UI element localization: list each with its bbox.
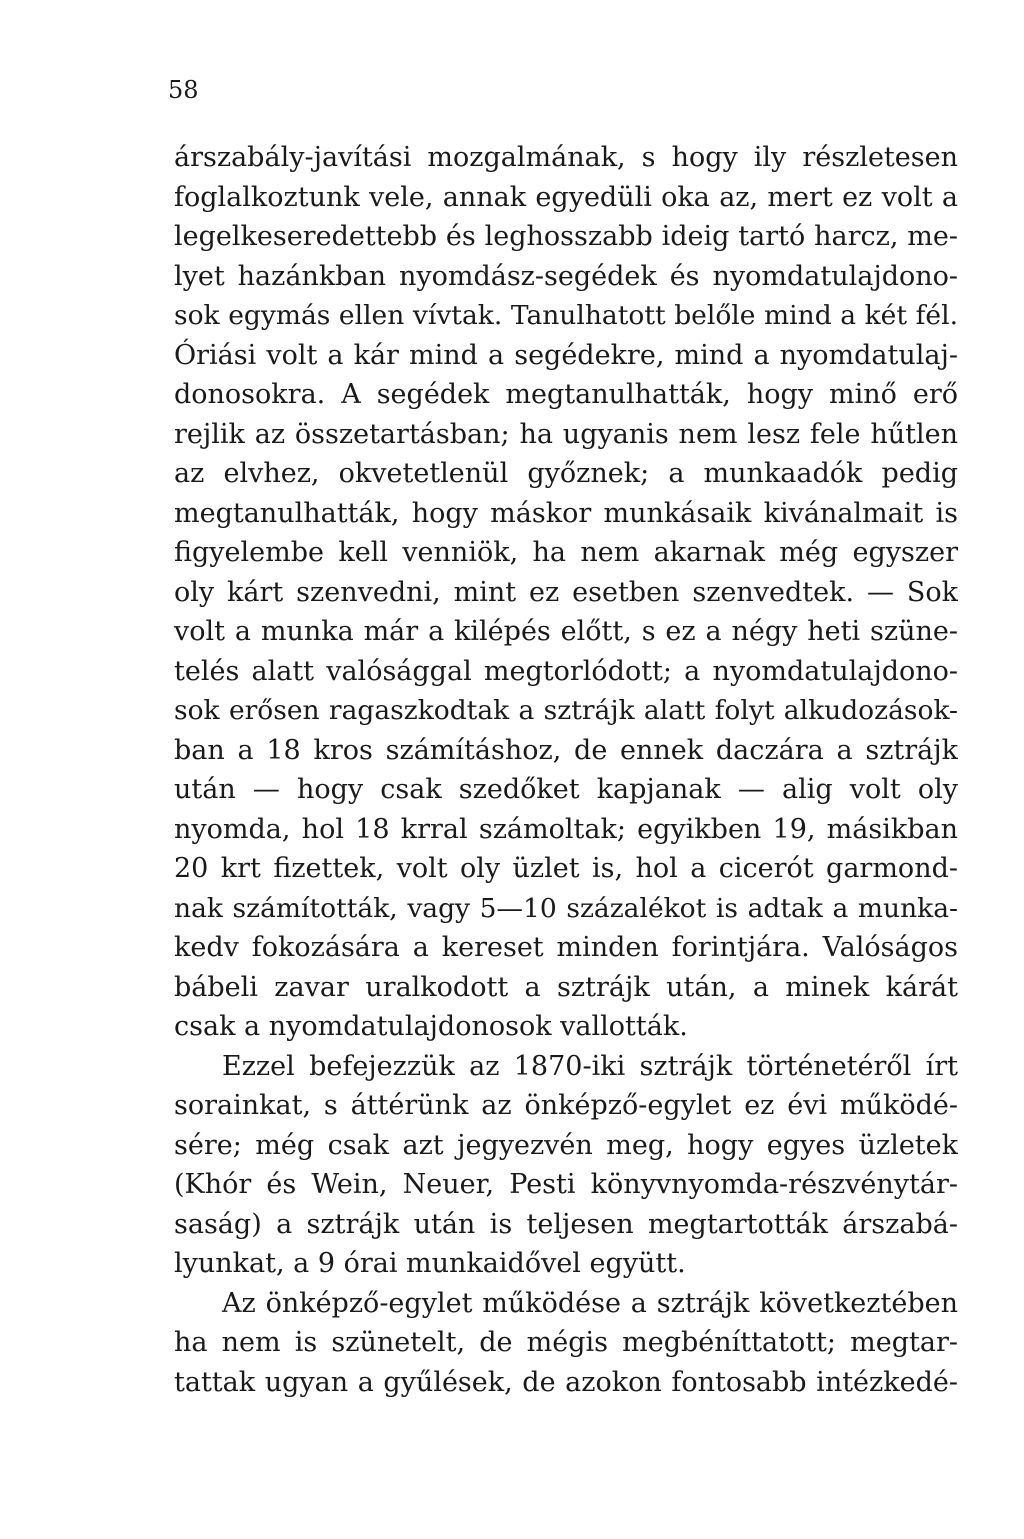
text-line: sok egymás ellen vívtak. Tanulhatott belőle mind a két fél. bbox=[174, 300, 958, 331]
paragraph-1 bbox=[174, 138, 958, 1047]
page-number: 58 bbox=[168, 76, 199, 104]
text-line: árszabály-javítási mozgalmának, s hogy ily részletesen bbox=[174, 142, 958, 173]
text-line: foglalkoztunk vele, annak egyedüli oka az, mert ez volt a bbox=[174, 181, 958, 213]
text-line: legelkeseredettebb és leghosszabb ideig tartó harcz, me- bbox=[174, 221, 958, 252]
text-line: Az önképző-egylet működése a sztrájk következtében bbox=[222, 1287, 958, 1319]
text-line: csak a nyomdatulajdonosok vallották. bbox=[174, 1011, 688, 1042]
text-line: tattak ugyan a gyűlések, de azokon fontosabb intézkedé- bbox=[174, 1366, 958, 1398]
text-line: rejlik az összetartásban; ha ugyanis nem lesz fele hűtlen bbox=[174, 418, 958, 450]
text-line: oly kárt szenvedni, mint ez esetben szenvedtek. — Sok bbox=[174, 576, 958, 608]
text-line: nak számították, vagy 5—10 százalékot is adtak a munka- bbox=[174, 892, 958, 924]
text-line: donosokra. A segédek megtanulhatták, hogy minő erő bbox=[174, 379, 958, 410]
text-line: saság) a sztrájk után is teljesen megtartották árszabá- bbox=[174, 1208, 958, 1240]
text-line: sorainkat, s áttérünk az önképző-egylet ez évi működé- bbox=[174, 1090, 958, 1121]
text-line: ha nem is szünetelt, de mégis megbéníttatott; megtar- bbox=[174, 1327, 958, 1358]
text-line: Óriási volt a kár mind a segédekre, mind a nyomdatulaj- bbox=[174, 339, 958, 371]
text-line: megtanulhatták, hogy máskor munkásaik kivánalmait is bbox=[174, 497, 958, 529]
text-line: lyet hazánkban nyomdász-segédek és nyomdatulajdono- bbox=[174, 260, 958, 292]
text-line: nyomda, hol 18 krral számoltak; egyikben 19, másikban bbox=[174, 813, 958, 845]
text-line: 20 krt fizettek, volt oly üzlet is, hol a cicerót garmond- bbox=[174, 853, 958, 884]
text-line: ban a 18 kros számításhoz, de ennek daczára a sztrájk bbox=[174, 734, 958, 766]
text-line: bábeli zavar uralkodott a sztrájk után, a minek kárát bbox=[174, 971, 958, 1003]
text-line: figyelembe kell venniök, ha nem akarnak még egyszer bbox=[174, 537, 958, 568]
text-line: sok erősen ragaszkodtak a sztrájk alatt folyt alkudozások- bbox=[174, 695, 958, 726]
paragraph-2 bbox=[174, 1047, 958, 1284]
text-line: sére; még csak azt jegyezvén meg, hogy egyes üzletek bbox=[174, 1129, 958, 1161]
text-line: telés alatt valósággal megtorlódott; a nyomdatulajdono- bbox=[174, 655, 958, 687]
text-line: Ezzel befejezzük az 1870-iki sztrájk történetéről írt bbox=[222, 1050, 958, 1082]
text-line: (Khór és Wein, Neuer, Pesti könyvnyomda-részvénytár- bbox=[174, 1169, 958, 1200]
body-text bbox=[174, 138, 958, 1402]
text-line: az elvhez, okvetetlenül győznek; a munkaadók pedig bbox=[174, 458, 958, 489]
text-line: lyunkat, a 9 órai munkaidővel együtt. bbox=[174, 1248, 686, 1279]
text-line: után — hogy csak szedőket kapjanak — alig volt oly bbox=[174, 774, 958, 805]
text-line: volt a munka már a kilépés előtt, s ez a négy heti szüne- bbox=[174, 616, 958, 647]
paragraph-3 bbox=[174, 1284, 958, 1403]
text-line: kedv fokozására a kereset minden forintjára. Valóságos bbox=[174, 932, 958, 963]
